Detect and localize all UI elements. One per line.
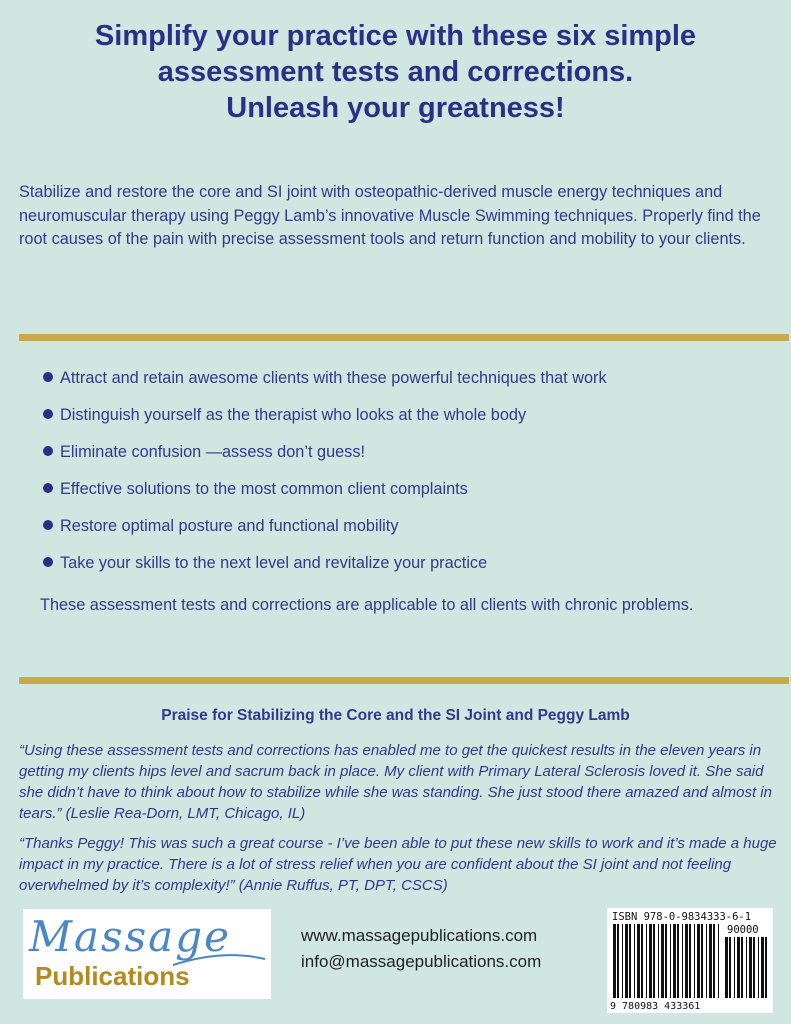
barcode-bar [709,924,712,998]
headline-line-3: Unleash your greatness! [226,92,565,124]
barcode-number: 9 780983 433361 [610,1001,701,1012]
barcode-bar [758,937,759,998]
barcode-bar [677,924,679,998]
barcode-bars [613,924,719,998]
applicability-note: These assessment tests and corrections are applicable to all clients with chronic problems. [40,596,694,614]
intro-paragraph: Stabilize and restore the core and SI joint with osteopathic-derived muscle energy techniques and neuromuscular therapy using Peggy Lamb’s innovative Muscle Swimming techniques. Properly find the root causes of the pain with precise assessment tools and return function and mobility to your clients. [19,183,761,248]
barcode-bar [658,924,659,998]
headline [0,18,791,126]
barcode-bar [641,924,643,998]
barcode-bar [697,924,700,998]
massage-publications-logo [23,909,271,999]
list-item: Attract and retain awesome clients with these powerful techniques that work [40,366,780,403]
barcode-bar [761,937,764,998]
barcode-bar [737,937,740,998]
barcode-bar [701,924,703,998]
barcode-bar [749,937,752,998]
barcode-bar [673,924,676,998]
bullet-icon [43,520,53,530]
barcode-bar [725,937,728,998]
barcode-bar [649,924,652,998]
barcode-bar [637,924,640,998]
barcode-bar [670,924,671,998]
isbn-label: ISBN 978-0-9834333-6-1 [612,911,752,923]
bullet-icon [43,557,53,567]
barcode-bar [685,924,688,998]
barcode-bar [706,924,707,998]
barcode-bar [718,924,719,998]
headline-line-2: assessment tests and corrections. [157,56,634,88]
barcode-bar [713,924,715,998]
barcode-bar [729,937,731,998]
barcode-bar [741,937,743,998]
barcode-bar [653,924,655,998]
barcode-bar [694,924,695,998]
website-link[interactable]: www.massagepublications.com [301,926,538,945]
testimonial-2: “Thanks Peggy! This was such a great course - I’ve been able to put these new skills to work and it’s made a huge impact in my practice. There is a lot of stress relief when you are confident about the SI joint and not feeling overwhelmed by it’s complexity!” (Annie Ruffus, PT, DPT, CSCS) [19,835,777,894]
barcode-bar [689,924,691,998]
price-code: 90000 [727,924,759,936]
bullet-icon [43,446,53,456]
list-item: Effective solutions to the most common client complaints [40,477,780,514]
barcode-bar [613,924,616,998]
bullet-icon [43,483,53,493]
bullet-icon [43,372,53,382]
list-item: Eliminate confusion —assess don’t guess! [40,440,780,477]
list-item: Restore optimal posture and functional mobility [40,514,780,551]
praise-title: Praise for Stabilizing the Core and the SI Joint and Peggy Lamb [161,707,630,724]
list-item: Take your skills to the next level and revitalize your practice [40,551,780,588]
barcode-bar [746,937,747,998]
barcode-bar [646,924,647,998]
divider-top [19,334,789,341]
barcode-bar [734,937,735,998]
bullet-icon [43,409,53,419]
divider-bottom [19,677,789,684]
isbn-barcode [607,908,773,1013]
barcode-bar [617,924,619,998]
barcode-addon-bars [725,937,767,998]
headline-line-1: Simplify your practice with these six simple [94,20,697,52]
barcode-bar [622,924,623,998]
barcode-bar [753,937,755,998]
barcode-bar [665,924,667,998]
email-link[interactable]: info@massagepublications.com [301,952,542,971]
benefits-list [40,366,780,588]
testimonial-1: “Using these assessment tests and corrections has enabled me to get the quickest results in the eleven years in getting my clients hips level and sacrum back in place. My client with Primary Lateral Sclerosis loved it. She said she didn’t have to think about how to stabilize while she was standing. She just stood there amazed and almost in tears.” (Leslie Rea-Dorn, LMT, Chicago, IL) [19,742,772,822]
logo-word-massage: Massage [29,912,231,961]
barcode-bar [765,937,767,998]
logo-word-publications: Publications [35,961,190,991]
barcode-bar [682,924,683,998]
barcode-bar [661,924,664,998]
barcode-bar [629,924,631,998]
list-item: Distinguish yourself as the therapist who looks at the whole body [40,403,780,440]
barcode-bar [625,924,628,998]
barcode-bar [634,924,635,998]
